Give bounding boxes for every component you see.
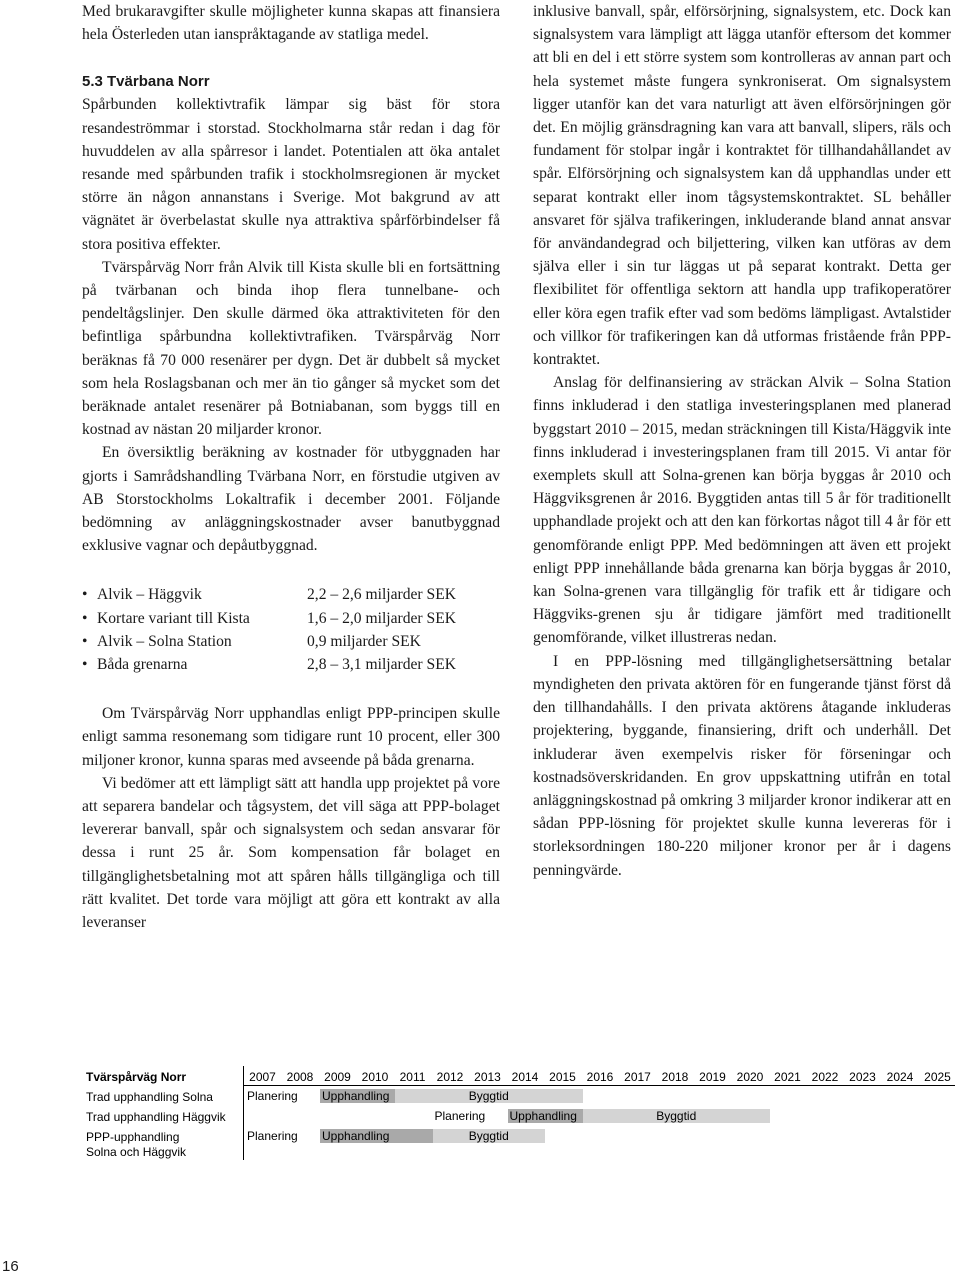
timeline-phase-bar [245,1089,320,1103]
timeline-phase-label: Upphandling [509,1109,577,1123]
left-column [82,0,500,934]
timeline-phase-label: Upphandling [322,1129,390,1143]
timeline-year-label: 2024 [886,1070,914,1084]
list-item [82,630,500,653]
timeline-phase-bar [245,1129,320,1143]
timeline-year-label: 2017 [624,1070,651,1084]
timeline-year-label: 2008 [286,1070,314,1084]
paragraph: Spårbunden kollektivtrafik lämpar sig bäst för stora resandeströmmar i storstad. Stockholmarna står redan i dag för huvuddelen av alla spårresor i landet. Potentialen att öka antalet resande med spårbunden trafik i stockholmsregionen är mycket större än någon annanstans i Sverige. Mot bakgrund av att vägnätet är överbelastat skulle nya attraktiva spårförbindelser få stora positiva effekter. [82,96,500,253]
timeline-year-label: 2018 [661,1070,689,1084]
timeline-phase-bar [508,1109,583,1123]
cost-item-name: Alvik – Häggvik [97,586,202,604]
paragraph: Tvärspårväg Norr från Alvik till Kista skulle bli en fortsättning på tvärbanan och binda ihop flera tunnelbane- och pendeltågslinjer. Den skulle därmed öka attraktiviteten för den befintliga spårbundna kollektivtrafiken. Tvärspårväg Norr beräknas få 70 000 resenärer per dygn. Det är dubbelt så mycket som hela Roslagsbanan och mer än tio gånger så mycket som det beräknade antalet resenärer på Botniabanan, som byggs till en kostnad av nästan 20 miljarder kronor. [82,258,500,439]
section-heading: 5.3 Tvärbana Norr [82,73,210,91]
timeline-year-label: 2007 [249,1070,276,1084]
paragraph: Om Tvärspårväg Norr upphandlas enligt PPP-principen skulle enligt samma resonemang som tidigare runt 10 procent, eller 300 miljoner kronor, kunna sparas med avseende på båda grenarna. [82,705,500,769]
bullet-icon: • [82,609,88,627]
timeline-row-label: Trad upphandling Solna [86,1090,213,1104]
timeline-header-rule [243,1085,955,1086]
cost-item-name: Kortare variant till Kista [97,609,250,627]
timeline-title: Tvärspårväg Norr [86,1070,187,1084]
timeline-phase-label: Byggtid [468,1089,509,1103]
timeline-year-label: 2020 [736,1070,764,1084]
timeline-year-label: 2012 [436,1070,464,1084]
timeline-phase-label: Planering [247,1129,298,1143]
timeline-year-label: 2015 [549,1070,576,1084]
timeline-phase-bar [583,1109,771,1123]
page-number: 16 [2,1258,19,1275]
timeline-phase-bar [395,1089,583,1103]
timeline-phase-bar [433,1129,546,1143]
timeline-year-label: 2011 [399,1070,426,1084]
timeline-year-label: 2025 [924,1070,951,1084]
timeline-phase-bar [320,1089,395,1103]
timeline-phase-label: Byggtid [656,1109,697,1123]
timeline-year-label: 2021 [774,1070,801,1084]
list-item [82,583,500,606]
right-column [533,0,951,882]
list-item [82,653,500,676]
cost-item-amount: 2,8 – 3,1 miljarder SEK [307,656,456,674]
timeline-year-label: 2019 [699,1070,726,1084]
timeline-year-label: 2014 [511,1070,539,1084]
timeline-year-label: 2016 [586,1070,614,1084]
paragraph: Anslag för delfinansiering av sträckan Alvik – Solna Station finns inkluderad i den statliga investeringsplanen med planerad byggstart 2010 – 2015, medan sträckningen till Kista/Häggvik inte finns inkluderad i investeringsplanen fram till 2015. Vi antar för exemplets skull att Solna-grenen kan börja byggas år 2010 och Häggviksgrenen år 2016. Byggtiden antas till 5 år för traditionellt upphandlade projekt och att den kan förkortas något till 4 år för ett genomförande enligt PPP. Med bedömningen att även ett projekt enligt PPP innehållande båda grenarna kan börja byggas år 2010, kan Solna-grenen vara tillgänglig för trafik ett år tidigare och Häggviks-grenen sju år tidigare jämfört med traditionellt genomförande, vilket illustreras nedan. [533,374,951,647]
timeline-year-label: 2010 [361,1070,389,1084]
paragraph: En översiktlig beräkning av kostnader för utbyggnaden har gjorts i Samrådshandling Tvärbana Norr, en förstudie utgiven av AB Storstockholms Lokaltrafik i december 2001. Följande bedömning av anläggningskostnader avser banutbyggnad exklusive vagnar och depåutbyggnad. [82,444,500,555]
cost-list [82,583,500,676]
cost-item-name: Alvik – Solna Station [97,632,232,650]
timeline-year-label: 2013 [474,1070,501,1084]
timeline-row-label: Trad upphandling Häggvik [86,1110,226,1124]
bullet-icon: • [82,656,88,674]
cost-item-name: Båda grenarna [97,656,188,674]
cost-item-amount: 1,6 – 2,0 miljarder SEK [307,609,456,627]
timeline-phase-label: Planering [434,1109,486,1123]
cost-item-amount: 0,9 miljarder SEK [307,632,421,650]
timeline-year-label: 2009 [324,1070,351,1084]
timeline-year-label: 2023 [849,1070,876,1084]
paragraph: Med brukaravgifter skulle möjligheter kunna skapas att finansiera hela Österleden utan ianspråktagande av statliga medel. [82,3,500,44]
timeline-row-label: PPP-upphandling [86,1130,180,1144]
list-item [82,607,500,630]
timeline-phase-bar [320,1129,433,1143]
paragraph: Vi bedömer att ett lämpligt sätt att handla upp projektet på vore att separera bandelar och tågsystem, det vill säga att PPP-bolaget levererar banvall, spår och signalsystem och sedan ansvarar för dessa i runt 25 år. Som kompensation får bolaget en tillgänglighetsbetalning mot att spåren hålls tillgängliga och till rätt kvalitet. Det torde vara möjligt att göra ett kontrakt av alla leveranser [82,774,500,932]
cost-item-amount: 2,2 – 2,6 miljarder SEK [307,586,456,604]
timeline-phase-bar [433,1109,508,1123]
timeline-year-label: 2022 [811,1070,839,1084]
bullet-icon: • [82,586,88,604]
timeline-phase-label: Byggtid [468,1129,509,1143]
paragraph: inklusive banvall, spår, elförsörjning, signalsystem, etc. Dock kan signalsystem vara lämpligt att lägga utanför eftersom det kommer att bli en del i ett större system som kontrolleras av annan part och hela systemet måste fungera synkroniserat. Om signalsystem ligger utanför kan det vara naturligt att även elförsörjningen gör det. En möjlig gränsdragning kan vara att banvall, slipers, räls och fundament för stolpar ingår i kontraktet för tillhandahållandet av spår. Elförsörjning och signalsystem kan då upphandlas under ett separat kontrakt eller inom tågsystemskontraktet. SL behåller ansvaret för själva trafikeringen, inkluderande bland annat ansvar för användandegrad och biljettering, vilken kan utföras av dem själva eller i sin tur läggas ut på separat kontrakt. Detta ger flexibilitet för offentliga sektorn att handla upp trafikoperatörer eller köra egen trafik efter vad som bedöms lämpligast. Avtalstider och villkor för trafikeringen kan då utformas fristående från PPP-kontraktet. [533,3,951,369]
timeline-phase-label: Upphandling [322,1089,390,1103]
timeline-phase-label: Planering [247,1089,298,1103]
bullet-icon: • [82,632,88,650]
paragraph: I en PPP-lösning med tillgänglighetsersättning betalar myndigheten den privata aktören för en fungerande tjänst först då den tillhandahålls. I den privata aktörens åtagande inkluderas projektering, byggande, finansiering, drift och underhåll. Det inkluderar även exempelvis risker för förseningar och kostnadsöverskridanden. En grov uppskattning utifrån en total anläggningskostnad på omkring 3 miljarder kronor indikerar att en sådan PPP-lösning för projektet skulle kunna levereras för i storleksordningen 180-220 miljoner kronor per år i dagens penningvärde. [533,652,951,879]
project-timeline [84,1066,956,1162]
timeline-row-label-2: Solna och Häggvik [86,1145,187,1159]
